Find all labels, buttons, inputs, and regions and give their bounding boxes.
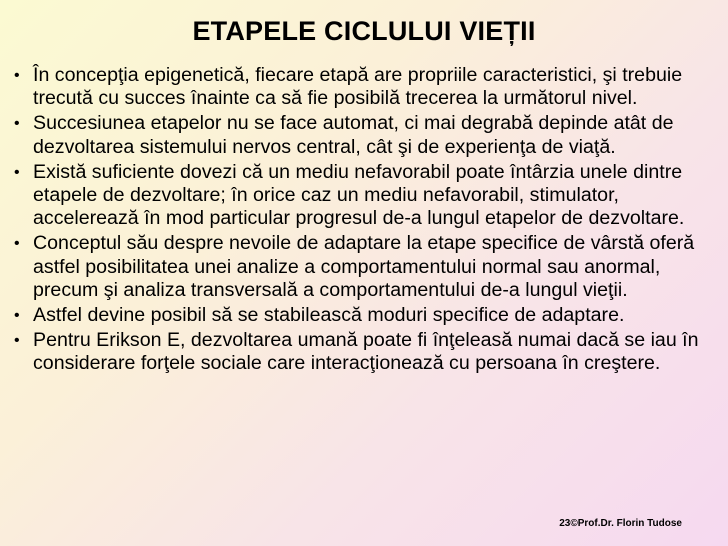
bullet-item [12, 232, 720, 302]
bullet-list [12, 64, 720, 378]
bullet-text: Succesiunea etapelor nu se face automat, ci mai degrabă depinde atât de dezvoltarea sistemului nervos central, cât şi de experienţa de viaţă. [33, 112, 674, 158]
bullet-icon: • [14, 115, 20, 133]
bullet-icon: • [14, 67, 20, 84]
bullet-icon: • [14, 307, 20, 325]
slide-footer: 23©Prof.Dr. Florin Tudose [559, 518, 682, 529]
bullet-text: Există suficiente dovezi că un mediu nefavorabil poate întârzia unele dintre etapele de dezvoltare; în orice caz un mediu nefavorabil, stimulator, accelerează în mod particular progresul de-a lungul etapelor de dezvoltare. [33, 160, 685, 230]
bullet-item [12, 112, 720, 158]
bullet-icon: • [14, 163, 20, 181]
bullet-item [12, 161, 720, 231]
slide-title: ETAPELE CICLULUI VIEȚII [192, 16, 536, 46]
bullet-text: Pentru Erikson E, dezvoltarea umană poate fi înţeleasă numai dacă se iau în considerare forţele sociale care interacţionează cu persoana în creştere. [33, 329, 699, 375]
bullet-item [12, 329, 720, 375]
bullet-item [12, 304, 720, 327]
bullet-item [12, 64, 720, 110]
bullet-text: În concepţia epigenetică, fiecare etapă are propriile caracteristici, şi trebuie trecută cu succes înainte ca să fie posibilă trecerea la următorul nivel. [33, 64, 683, 110]
bullet-text: Astfel devine posibil să se stabilească moduri specifice de adaptare. [33, 304, 625, 327]
bullet-icon: • [14, 235, 20, 253]
bullet-icon: • [14, 332, 20, 350]
bullet-text: Conceptul său despre nevoile de adaptare la etape specifice de vârstă oferă astfel posibilitatea unei analize a comportamentului normal sau anormal, precum şi analiza transversală a comportamentului de-a lungul vieţii. [33, 232, 695, 301]
